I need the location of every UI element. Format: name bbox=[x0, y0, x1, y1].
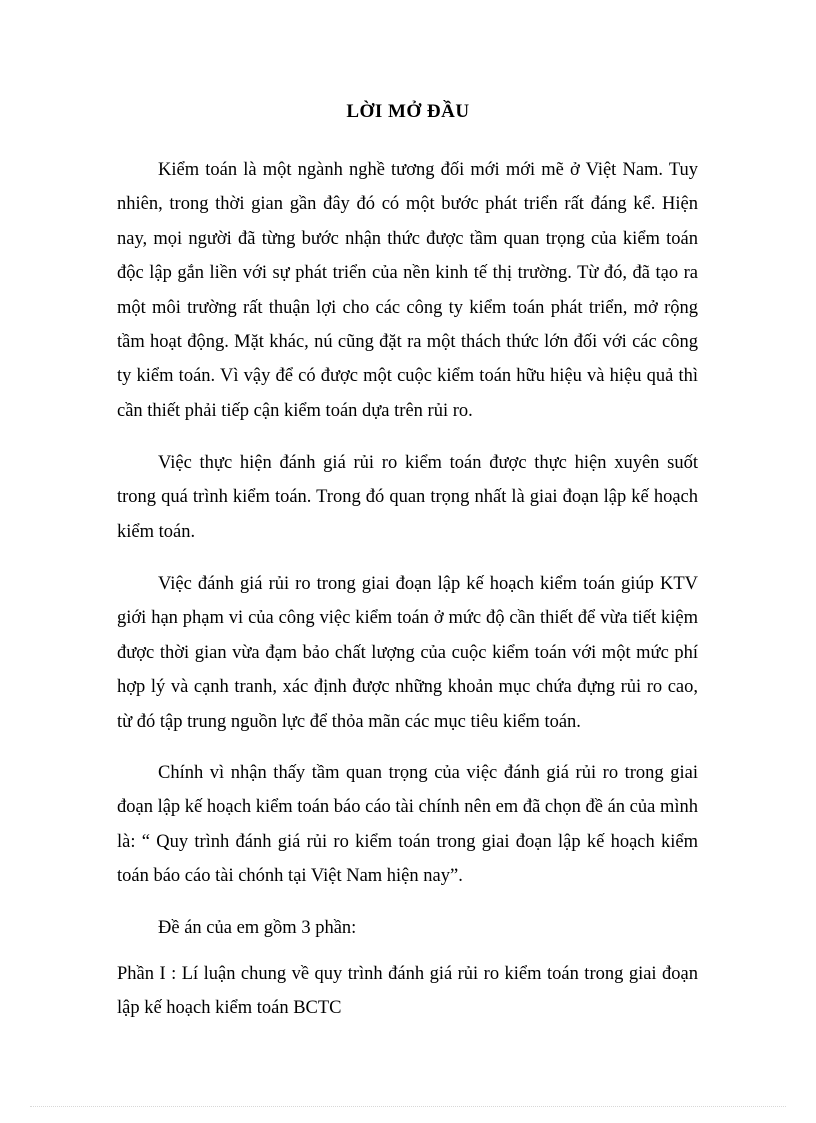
paragraph-part-one: Phần I : Lí luận chung về quy trình đánh giá rủi ro kiểm toán trong giai đoạn lập kế hoạch kiểm toán BCTC bbox=[117, 964, 698, 1019]
paragraph-topic-choice: Chính vì nhận thấy tầm quan trọng của việc đánh giá rủi ro trong giai đoạn lập kế hoạch kiểm toán báo cáo tài chính nên em đã chọn đề án của mình là: “ Quy trình đánh giá rủi ro kiểm toán trong giai đoạn lập kế hoạch kiểm toán báo cáo tài chónh tại Việt Nam hiện nay”. bbox=[117, 763, 698, 887]
page-bottom-divider bbox=[30, 1106, 786, 1107]
paragraph-planning-benefits: Việc đánh giá rủi ro trong giai đoạn lập kế hoạch kiểm toán giúp KTV giới hạn phạm vi của công việc kiểm toán ở mức độ cần thiết để vừa tiết kiệm được thời gian vừa đạm bảo chất lượng của cuộc kiểm toán với một mức phí hợp lý và cạnh tranh, xác định được những khoản mục chứa đựng rủi ro cao, từ đó tập trung nguồn lực để thỏa mãn các mục tiêu kiểm toán. bbox=[117, 574, 698, 732]
paragraph-risk-assessment: Việc thực hiện đánh giá rủi ro kiểm toán được thực hiện xuyên suốt trong quá trình kiểm toán. Trong đó quan trọng nhất là giai đoạn lập kế hoạch kiểm toán. bbox=[117, 453, 698, 542]
page-title: LỜI MỞ ĐẦU bbox=[346, 101, 470, 122]
paragraph-intro: Kiểm toán là một ngành nghề tương đối mới mới mẽ ở Việt Nam. Tuy nhiên, trong thời gian gần đây đó có một bước phát triển rất đáng kể. Hiện nay, mọi người đã từng bước nhận thức được tầm quan trọng của kiểm toán độc lập gắn liền với sự phát triển của nền kinh tế thị trường. Từ đó, đã tạo ra một môi trường rất thuận lợi cho các công ty kiểm toán phát triển, mở rộng tầm hoạt động. Mặt khác, nú cũng đặt ra một thách thức lớn đối với các công ty kiểm toán. Vì vậy để có được một cuộc kiểm toán hữu hiệu và hiệu quả thì cần thiết phải tiếp cận kiểm toán dựa trên rủi ro. bbox=[117, 160, 698, 421]
paragraph-structure-intro: Đề án của em gồm 3 phần: bbox=[158, 918, 357, 938]
